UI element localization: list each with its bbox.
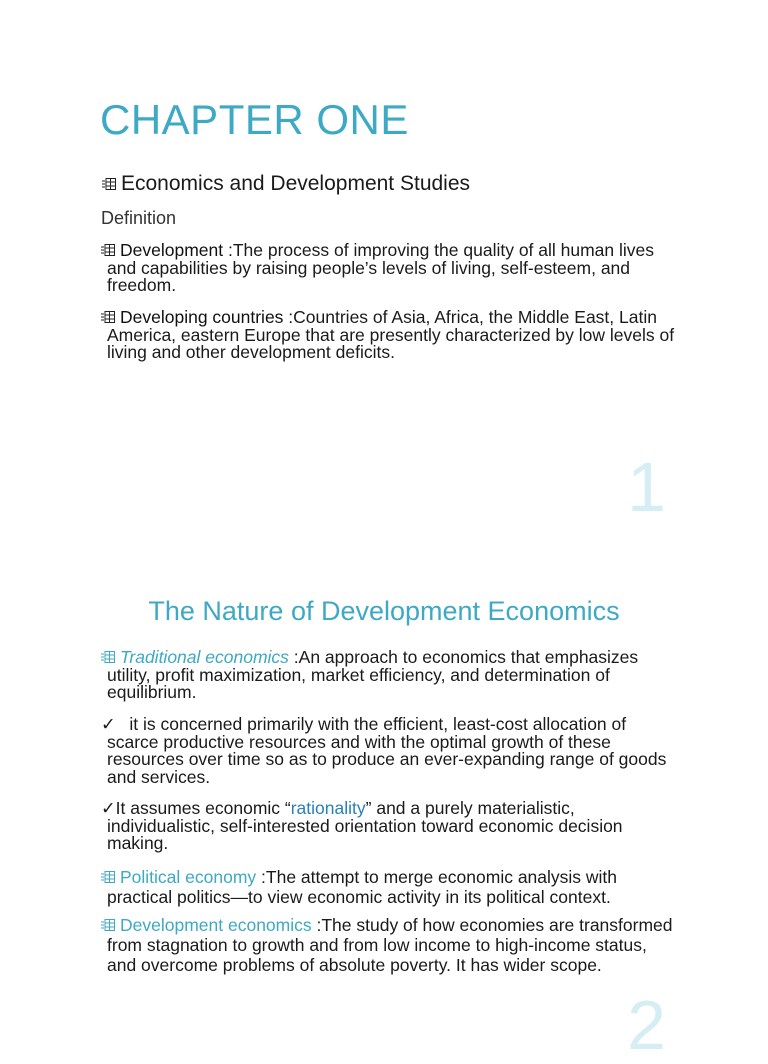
chapter-title: CHAPTER ONE — [100, 96, 409, 143]
developing-countries-text: Countries of Asia, Africa, the Middle East, Latin America, eastern Europe that are presently characterized by low levels of living and other development deficits. — [107, 307, 675, 362]
grid-bullet-icon — [102, 178, 116, 190]
slide-title: The Nature of Development Economics — [148, 596, 620, 626]
grid-bullet-icon — [101, 919, 115, 931]
traditional-economics-text: An approach to economics that emphasizes utility, profit maximization, market efficiency, and determination of equilibrium. — [107, 647, 639, 702]
development-definition — [107, 242, 677, 295]
definition-label: Definition — [101, 208, 177, 228]
check-item-1-text: it is concerned primarily with the efficient, least-cost allocation of scarce productive resources and with the optimal growth of these resources over time so as to produce an ever-expanding range of goods and services. — [107, 714, 667, 787]
check-item-2-after: ” and a purely materialistic, individualistic, self-interested orientation toward economic decision making. — [107, 798, 623, 853]
check-icon: ✓ — [101, 798, 116, 818]
page-number: 2 — [627, 986, 666, 1064]
development-text: The process of improving the quality of all human lives and capabilities by raising people’s levels of living, self-esteem, and freedom. — [107, 240, 655, 295]
grid-bullet-icon — [101, 871, 115, 883]
section-heading-text: Economics and Development Studies — [121, 172, 471, 195]
check-icon: ✓ — [101, 714, 116, 734]
traditional-economics-definition — [107, 649, 677, 702]
rationality-link[interactable]: rationality — [290, 798, 366, 818]
grid-bullet-icon — [101, 311, 115, 323]
developing-countries-definition — [107, 309, 677, 362]
development-economics-definition — [107, 915, 677, 975]
developing-countries-term: Developing countries : — [120, 307, 294, 327]
check-item-2-before: It assumes economic “ — [115, 798, 291, 818]
political-economy-term: Political economy — [120, 867, 257, 887]
traditional-economics-term: Traditional economics — [120, 647, 294, 667]
development-economics-text: :The study of how economies are transformed from stagnation to growth and from low income to high-income status, and overcome problems of absolute poverty. It has wider scope. — [107, 915, 673, 975]
slide-2 — [0, 560, 768, 1064]
development-economics-term: Development economics — [120, 915, 312, 935]
grid-bullet-icon — [101, 651, 115, 663]
grid-bullet-icon — [101, 244, 115, 256]
traditional-colon: : — [293, 647, 299, 667]
political-economy-text: :The attempt to merge economic analysis with practical politics—to view economic activity in its political context. — [107, 867, 618, 907]
political-economy-definition — [107, 867, 677, 907]
check-item-2 — [101, 798, 677, 853]
development-term: Development : — [120, 240, 233, 260]
section-heading — [102, 172, 470, 196]
page-number: 1 — [627, 448, 666, 526]
check-item-1 — [101, 714, 677, 787]
